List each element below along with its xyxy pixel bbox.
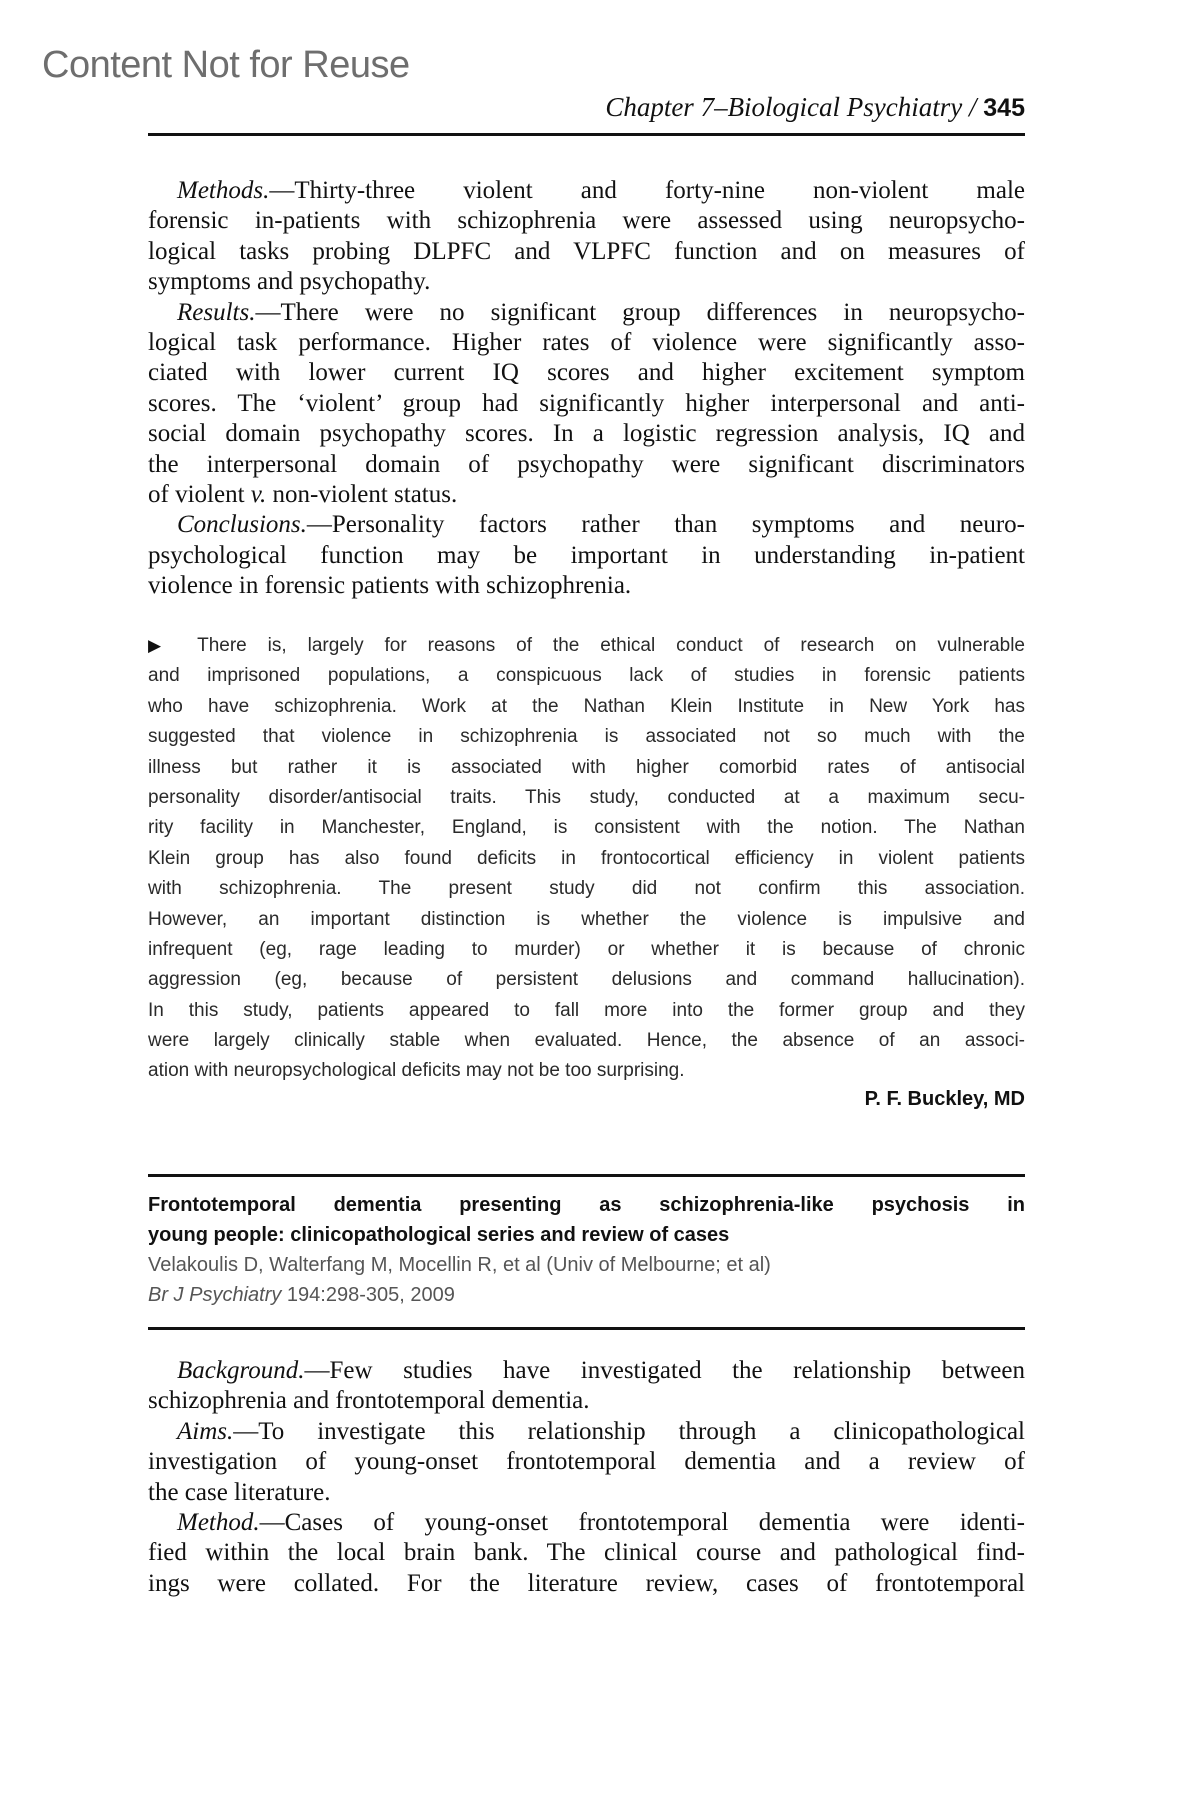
text-line (148, 1538, 1025, 1568)
text-line (148, 267, 1025, 297)
text-line (148, 1386, 1025, 1416)
text-line (148, 1569, 1025, 1599)
title-line: Frontotemporal dementia presenting as schizophrenia-like psychosis in (148, 1194, 1025, 1216)
text-line (148, 328, 1025, 358)
triangle-bullet-icon: ▶ (148, 636, 198, 655)
line-text: fied within the local brain bank. The clinical course and pathological find- (148, 1539, 1025, 1567)
commentary-line (148, 692, 1025, 722)
line-text: logical task performance. Higher rates of violence were significantly asso- (148, 328, 1025, 356)
line-text: logical tasks probing DLPFC and VLPFC function and on measures of (148, 237, 1025, 265)
section-lead: Background. (177, 1357, 305, 1384)
section-lead: Method. (177, 1508, 260, 1536)
line-text: rity facility in Manchester, England, is consistent with the notion. The Nathan (148, 817, 1025, 839)
commentary-line (148, 905, 1025, 935)
line-text: scores. The ‘violent’ group had significantly higher interpersonal and anti- (148, 389, 1025, 417)
text-line (148, 298, 1025, 328)
italic-abbrev: v. (250, 480, 267, 508)
line-text: Klein group has also found deficits in frontocortical efficiency in violent patients (148, 847, 1025, 869)
commentary-line (148, 965, 1025, 995)
article2-abstract (148, 1356, 1025, 1599)
line-text: In this study, patients appeared to fall more into the former group and they (148, 999, 1025, 1021)
line-text: symptoms and psychopathy. (148, 268, 431, 296)
watermark: Content Not for Reuse (42, 44, 410, 86)
commentary-line (148, 753, 1025, 783)
section-lead: Aims. (177, 1417, 234, 1445)
volume-pages-year: 194:298-305, 2009 (281, 1284, 455, 1306)
line-text: social domain psychopathy scores. In a logistic regression analysis, IQ and (148, 420, 1025, 448)
line-text: —Few studies have investigated the relationship between (304, 1357, 1025, 1384)
line-text: forensic in-patients with schizophrenia were assessed using neuropsycho- (148, 207, 1025, 235)
line-text: aggression (eg, because of persistent delusions and command hallucination). (148, 969, 1025, 991)
commentary-line (148, 722, 1025, 752)
heading-bottom-rule (148, 1327, 1025, 1330)
text-line (148, 571, 1025, 601)
line-text: —To investigate this relationship through a clinicopathological (233, 1417, 1025, 1445)
line-text: infrequent (eg, rage leading to murder) or whether it is because of chronic (148, 938, 1025, 960)
article2-citation (148, 1280, 1025, 1310)
line-text: personality disorder/antisocial traits. This study, conducted at a maximum secu- (148, 786, 1025, 808)
article2-authors: Velakoulis D, Walterfang M, Mocellin R, et al (Univ of Melbourne; et al) (148, 1254, 771, 1276)
separator: / (962, 92, 984, 122)
commentary-line (148, 783, 1025, 813)
text-line (148, 237, 1025, 267)
page-number: 345 (983, 94, 1025, 122)
section-lead: Results. (177, 298, 256, 326)
header-rule (148, 133, 1025, 136)
title-line: young people: clinicopathological series and review of cases (148, 1224, 730, 1246)
running-head (148, 92, 1025, 123)
line-text: suggested that violence in schizophrenia is associated not so much with the (148, 726, 1025, 748)
line-text: the case literature. (148, 1478, 331, 1506)
line-text: psychological function may be important in understanding in-patient (148, 541, 1025, 569)
commentary-signature: P. F. Buckley, MD (864, 1088, 1025, 1110)
text-line (148, 1356, 1025, 1386)
journal-name: Br J Psychiatry (148, 1284, 282, 1306)
line-text: and imprisoned populations, a conspicuous lack of studies in forensic patients (148, 665, 1025, 687)
line-text: with schizophrenia. The present study did not confirm this association. (148, 878, 1025, 900)
line-text: ation with neuropsychological deficits may not be too surprising. (148, 1060, 685, 1082)
line-text: of violent (148, 480, 251, 508)
chapter-title: Chapter 7–Biological Psychiatry (605, 92, 963, 122)
line-text: non-violent status. (266, 480, 458, 508)
text-line (148, 1417, 1025, 1447)
line-text: ciated with lower current IQ scores and higher excitement symptom (148, 359, 1025, 387)
line-text: schizophrenia and frontotemporal dementia. (148, 1387, 590, 1415)
commentary-line (148, 661, 1025, 691)
commentary-line (148, 935, 1025, 965)
line-text: However, an important distinction is whether the violence is impulsive and (148, 908, 1025, 930)
commentary (148, 631, 1025, 1087)
section-lead: Methods. (177, 177, 270, 204)
text-line (148, 358, 1025, 388)
commentary-line (148, 1026, 1025, 1056)
line-text: —There were no significant group differences in neuropsycho- (255, 298, 1025, 326)
line-text: —Cases of young-onset frontotemporal dementia were identi- (259, 1508, 1025, 1536)
commentary-line (148, 631, 1025, 661)
line-text: the interpersonal domain of psychopathy were significant discriminators (148, 450, 1025, 478)
text-line (148, 176, 1025, 206)
text-line (148, 389, 1025, 419)
article-divider-rule (148, 1174, 1025, 1177)
text-line (148, 1478, 1025, 1508)
commentary-line (148, 874, 1025, 904)
text-line (148, 206, 1025, 236)
section-lead: Conclusions. (177, 511, 307, 539)
line-text: There is, largely for reasons of the ethical conduct of research on vulnerable (197, 635, 1025, 656)
commentary-line (148, 1056, 1025, 1086)
text-line (148, 1508, 1025, 1538)
text-line (148, 1447, 1025, 1477)
text-line (148, 480, 1025, 510)
text-line (148, 510, 1025, 540)
article2-heading (148, 1190, 1025, 1310)
commentary-line (148, 813, 1025, 843)
text-line (148, 541, 1025, 571)
text-line (148, 419, 1025, 449)
line-text: illness but rather it is associated with higher comorbid rates of antisocial (148, 756, 1025, 778)
line-text: ings were collated. For the literature review, cases of frontotemporal (148, 1569, 1025, 1597)
article1-abstract (148, 176, 1025, 601)
commentary-line (148, 996, 1025, 1026)
line-text: investigation of young-onset frontotemporal dementia and a review of (148, 1448, 1025, 1476)
commentary-line (148, 844, 1025, 874)
line-text: who have schizophrenia. Work at the Nathan Klein Institute in New York has (148, 695, 1025, 717)
line-text: violence in forensic patients with schizophrenia. (148, 572, 632, 600)
text-line (148, 450, 1025, 480)
line-text: were largely clinically stable when evaluated. Hence, the absence of an associ- (148, 1030, 1025, 1052)
line-text: —Personality factors rather than symptoms and neuro- (306, 511, 1025, 539)
article2-title (148, 1190, 1025, 1250)
line-text: —Thirty-three violent and forty-nine non-violent male (269, 177, 1025, 204)
